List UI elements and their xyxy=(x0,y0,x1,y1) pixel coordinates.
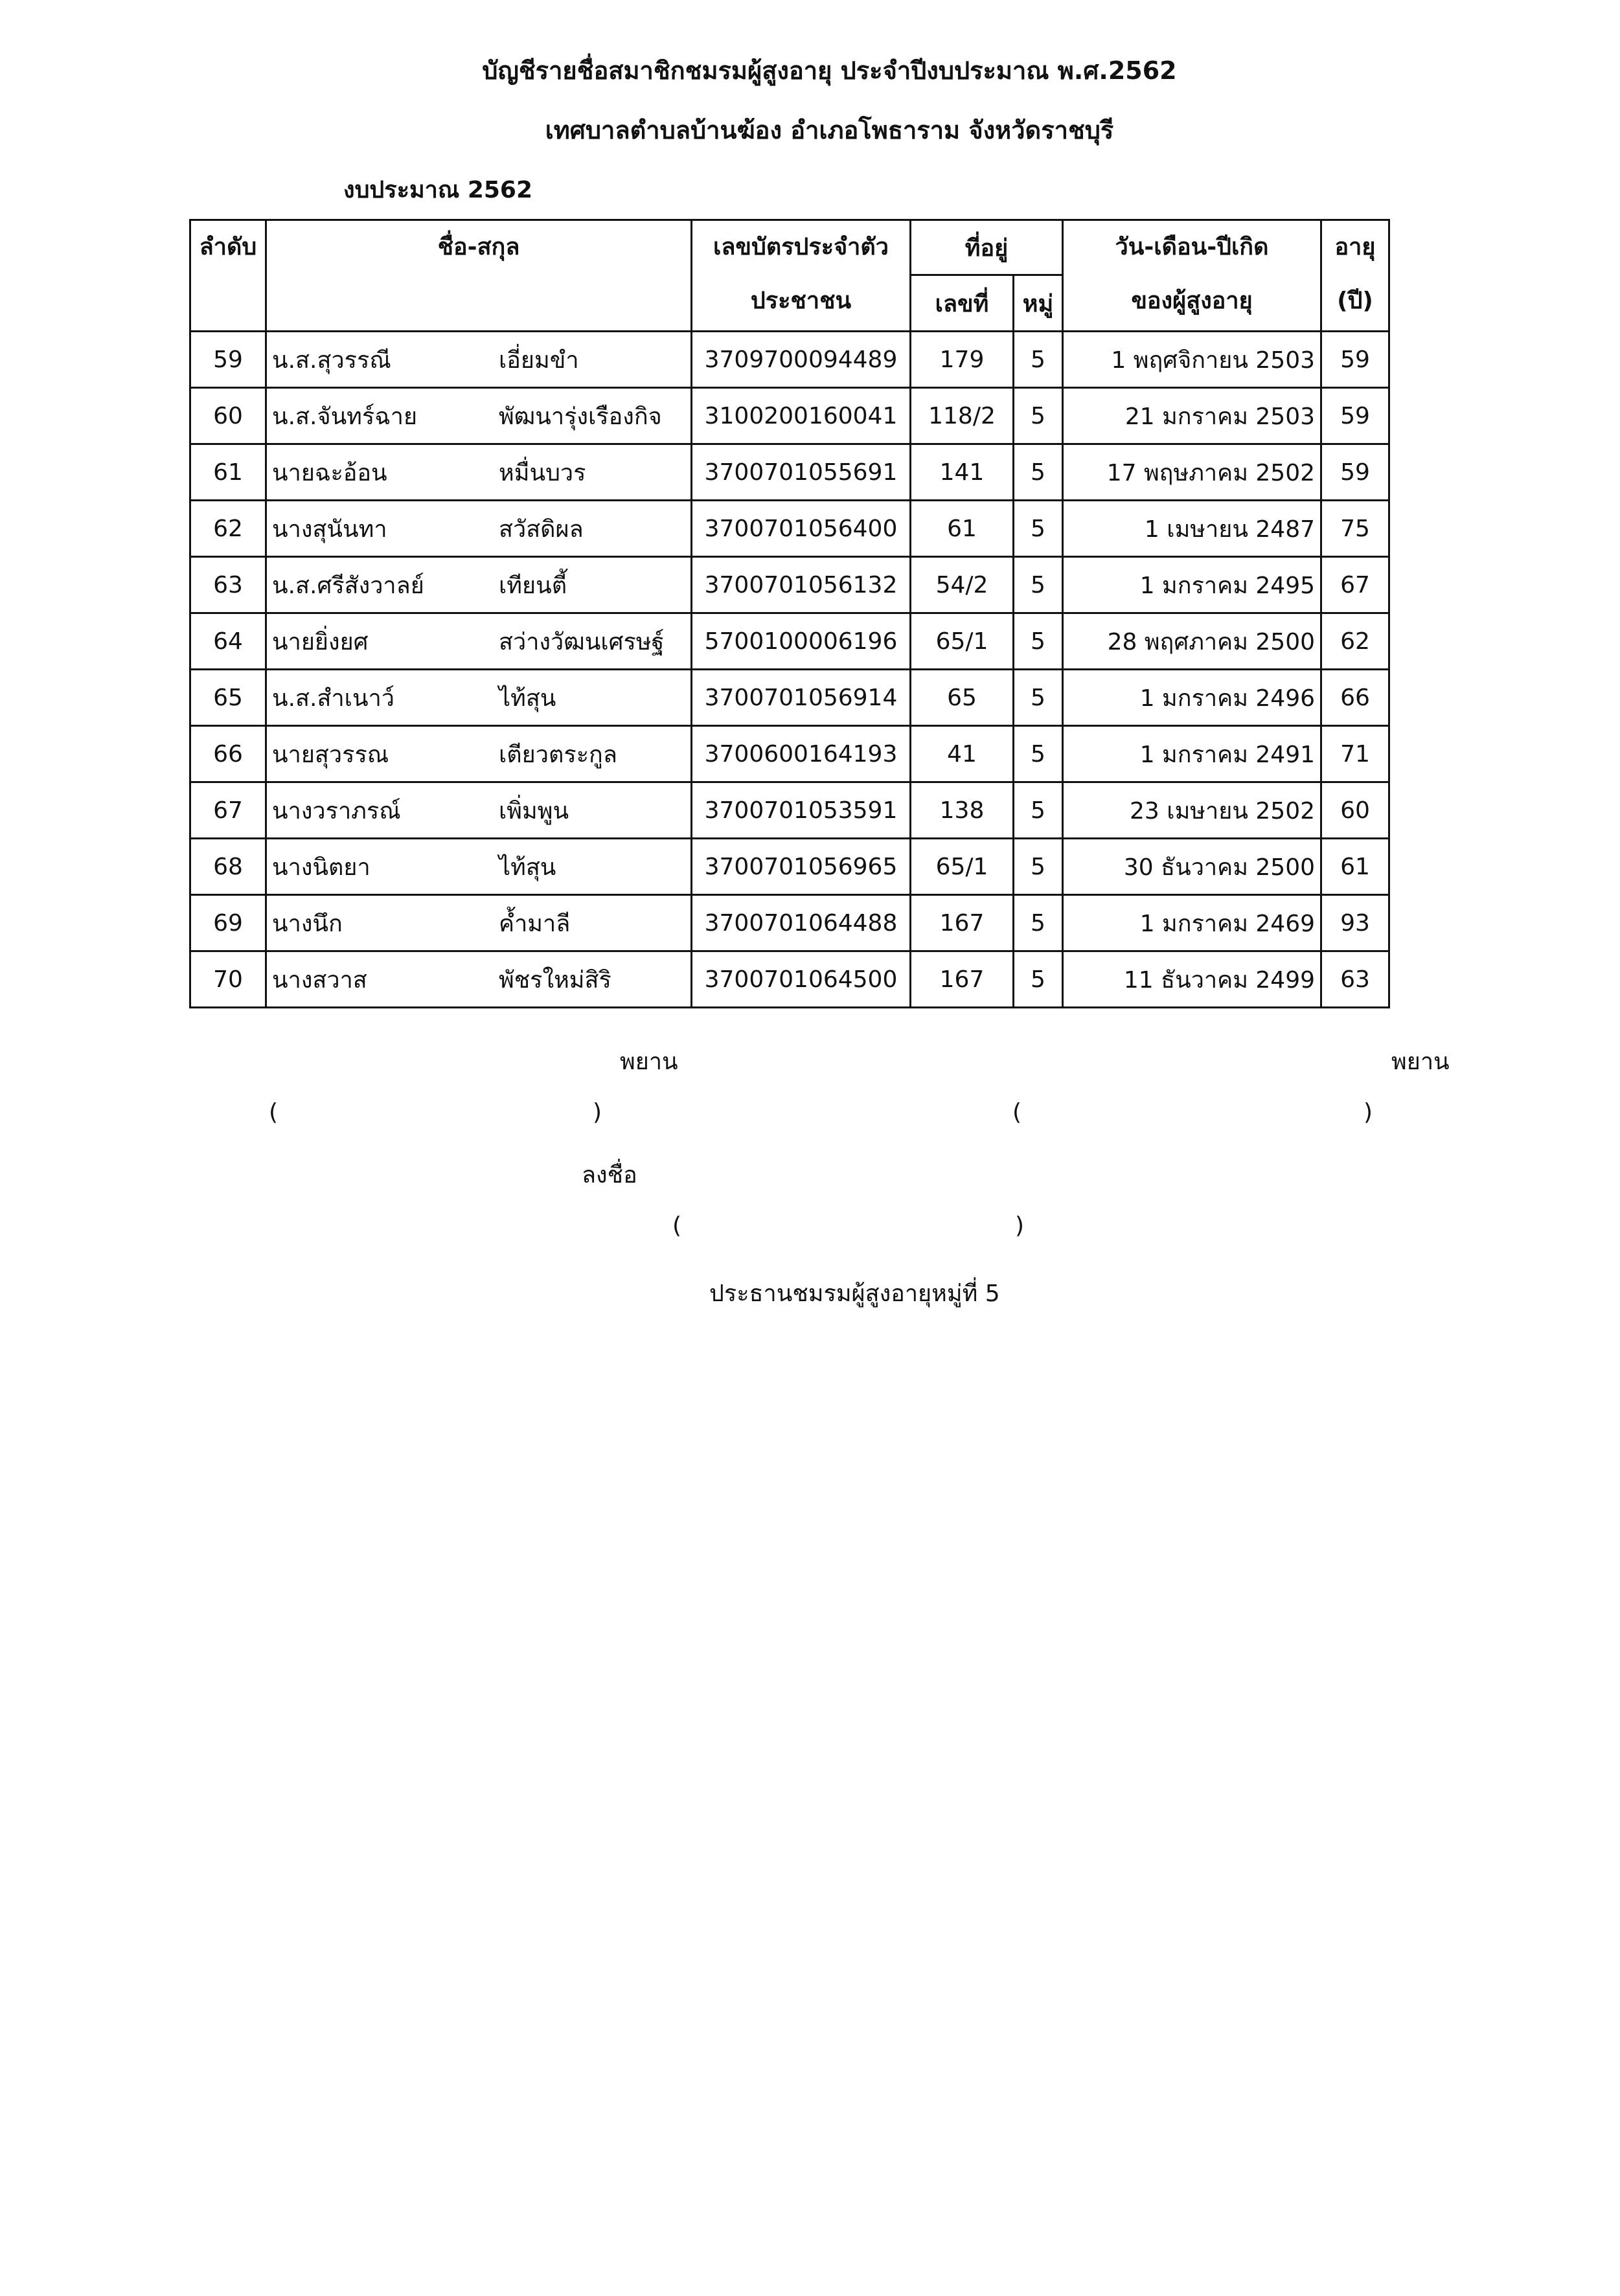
row-age: 75 xyxy=(1321,501,1389,557)
table-row xyxy=(190,501,1389,557)
row-number: 70 xyxy=(190,951,266,1008)
row-name xyxy=(266,444,692,501)
row-family-name: เทียนตี้ xyxy=(499,572,567,599)
row-name xyxy=(266,557,692,613)
header-house-no: เลขที่ xyxy=(911,275,1014,332)
row-family-name: เพิ่มพูน xyxy=(499,797,569,824)
row-house-no: 54/2 xyxy=(911,557,1014,613)
row-dob: 1 มกราคม 2491 xyxy=(1063,726,1321,782)
row-age: 59 xyxy=(1321,444,1389,501)
row-given-name: น.ส.จันทร์ฉาย xyxy=(272,403,418,430)
row-given-name: นางสุนันทา xyxy=(272,516,387,543)
row-house-no: 118/2 xyxy=(911,388,1014,444)
row-age: 67 xyxy=(1321,557,1389,613)
row-family-name: พัชรใหม่สิริ xyxy=(499,966,611,994)
row-moo: 5 xyxy=(1014,388,1063,444)
row-age: 59 xyxy=(1321,332,1389,388)
header-moo: หมู่ xyxy=(1014,275,1063,332)
row-given-name: น.ส.ศรีสังวาลย์ xyxy=(272,572,424,599)
row-id-card: 3700701064488 xyxy=(692,895,911,951)
row-house-no: 41 xyxy=(911,726,1014,782)
row-id-card: 3700701056965 xyxy=(692,839,911,895)
header-age: อายุ (ปี) xyxy=(1321,220,1389,332)
row-number: 59 xyxy=(190,332,266,388)
row-house-no: 61 xyxy=(911,501,1014,557)
row-dob: 1 มกราคม 2469 xyxy=(1063,895,1321,951)
table-row xyxy=(190,557,1389,613)
header-no: ลำดับ xyxy=(190,220,266,332)
witness-right-paren-close: ) xyxy=(1363,1099,1373,1126)
row-dob: 23 เมษายน 2502 xyxy=(1063,782,1321,839)
row-given-name: นางวราภรณ์ xyxy=(272,797,401,824)
row-age: 59 xyxy=(1321,388,1389,444)
row-number: 64 xyxy=(190,613,266,670)
row-given-name: น.ส.สุวรรณี xyxy=(272,347,391,374)
header-dob: วัน-เดือน-ปีเกิด ของผู้สูงอายุ xyxy=(1063,220,1321,332)
row-moo: 5 xyxy=(1014,670,1063,726)
row-family-name: เอี่ยมขำ xyxy=(499,347,579,374)
row-family-name: ไท้สุน xyxy=(499,854,556,881)
row-id-card: 3700701064500 xyxy=(692,951,911,1008)
row-dob: 1 มกราคม 2496 xyxy=(1063,670,1321,726)
row-moo: 5 xyxy=(1014,613,1063,670)
header-name: ชื่อ-สกุล xyxy=(266,220,692,332)
row-family-name: เตียวตระกูล xyxy=(499,741,617,768)
row-number: 61 xyxy=(190,444,266,501)
row-number: 60 xyxy=(190,388,266,444)
header-address: ที่อยู่ xyxy=(911,220,1063,275)
row-id-card: 3700600164193 xyxy=(692,726,911,782)
row-age: 60 xyxy=(1321,782,1389,839)
row-number: 66 xyxy=(190,726,266,782)
table-row xyxy=(190,670,1389,726)
row-id-card: 3700701053591 xyxy=(692,782,911,839)
row-name xyxy=(266,951,692,1008)
table-row xyxy=(190,895,1389,951)
row-age: 61 xyxy=(1321,839,1389,895)
row-moo: 5 xyxy=(1014,444,1063,501)
row-name xyxy=(266,839,692,895)
row-moo: 5 xyxy=(1014,501,1063,557)
row-moo: 5 xyxy=(1014,782,1063,839)
row-family-name: ค้ำมาลี xyxy=(499,910,571,937)
table-row xyxy=(190,613,1389,670)
row-name xyxy=(266,332,692,388)
row-id-card: 3700701056914 xyxy=(692,670,911,726)
members-table xyxy=(189,219,1390,1008)
row-house-no: 138 xyxy=(911,782,1014,839)
row-house-no: 179 xyxy=(911,332,1014,388)
row-id-card: 3700701055691 xyxy=(692,444,911,501)
chair-paren-close: ) xyxy=(1015,1212,1025,1239)
signer-label: ลงชื่อ xyxy=(582,1162,637,1188)
row-age: 93 xyxy=(1321,895,1389,951)
document-subtitle: เทศบาลตำบลบ้านฆ้อง อำเภอโพธาราม จังหวัดราชบุรี xyxy=(545,116,1114,144)
row-number: 65 xyxy=(190,670,266,726)
row-name xyxy=(266,782,692,839)
row-dob: 30 ธันวาคม 2500 xyxy=(1063,839,1321,895)
row-family-name: สว่างวัฒนเศรษฐ์ xyxy=(499,628,665,655)
witness-left-label: พยาน xyxy=(620,1049,678,1075)
chair-paren-open: ( xyxy=(672,1212,682,1239)
row-given-name: นายฉะอ้อน xyxy=(272,459,387,486)
table-row xyxy=(190,388,1389,444)
row-family-name: หมื่นบวร xyxy=(499,459,586,486)
row-name xyxy=(266,895,692,951)
table-row xyxy=(190,332,1389,388)
row-given-name: นายสุวรรณ xyxy=(272,741,389,768)
row-moo: 5 xyxy=(1014,951,1063,1008)
row-age: 63 xyxy=(1321,951,1389,1008)
row-id-card: 3700701056400 xyxy=(692,501,911,557)
row-house-no: 141 xyxy=(911,444,1014,501)
row-id-card: 3700701056132 xyxy=(692,557,911,613)
document-title: บัญชีรายชื่อสมาชิกชมรมผู้สูงอายุ ประจำปีงบประมาณ พ.ศ.2562 xyxy=(482,56,1177,85)
row-house-no: 65/1 xyxy=(911,839,1014,895)
row-moo: 5 xyxy=(1014,557,1063,613)
chair-title: ประธานชมรมผู้สูงอายุหมู่ที่ 5 xyxy=(709,1280,1000,1307)
table-row xyxy=(190,951,1389,1008)
row-given-name: นางนึก xyxy=(272,910,343,937)
row-id-card: 3709700094489 xyxy=(692,332,911,388)
row-number: 62 xyxy=(190,501,266,557)
row-family-name: สวัสดิผล xyxy=(499,516,584,543)
row-moo: 5 xyxy=(1014,726,1063,782)
row-given-name: นางสวาส xyxy=(272,966,367,994)
budget-year-label: งบประมาณ 2562 xyxy=(343,177,533,203)
witness-left-paren-open: ( xyxy=(269,1099,279,1126)
row-family-name: ไท้สุน xyxy=(499,685,556,712)
table-row xyxy=(190,444,1389,501)
row-dob: 28 พฤศภาคม 2500 xyxy=(1063,613,1321,670)
row-name xyxy=(266,501,692,557)
row-name xyxy=(266,613,692,670)
row-age: 62 xyxy=(1321,613,1389,670)
header-id-card: เลขบัตรประจำตัว ประชาชน xyxy=(692,220,911,332)
table-row xyxy=(190,782,1389,839)
row-number: 63 xyxy=(190,557,266,613)
row-id-card: 5700100006196 xyxy=(692,613,911,670)
row-age: 71 xyxy=(1321,726,1389,782)
row-number: 68 xyxy=(190,839,266,895)
row-house-no: 167 xyxy=(911,951,1014,1008)
row-dob: 17 พฤษภาคม 2502 xyxy=(1063,444,1321,501)
row-dob: 1 เมษายน 2487 xyxy=(1063,501,1321,557)
witness-right-paren-open: ( xyxy=(1012,1099,1022,1126)
row-family-name: พัฒนารุ่งเรืองกิจ xyxy=(499,403,662,430)
table-row xyxy=(190,726,1389,782)
row-house-no: 65 xyxy=(911,670,1014,726)
row-moo: 5 xyxy=(1014,895,1063,951)
row-house-no: 65/1 xyxy=(911,613,1014,670)
row-dob: 11 ธันวาคม 2499 xyxy=(1063,951,1321,1008)
witness-left-paren-close: ) xyxy=(593,1099,602,1126)
row-name xyxy=(266,726,692,782)
row-given-name: น.ส.สำเนาว์ xyxy=(272,685,394,712)
row-dob: 1 มกราคม 2495 xyxy=(1063,557,1321,613)
row-dob: 21 มกราคม 2503 xyxy=(1063,388,1321,444)
row-age: 66 xyxy=(1321,670,1389,726)
table-row xyxy=(190,839,1389,895)
row-name xyxy=(266,388,692,444)
row-name xyxy=(266,670,692,726)
row-moo: 5 xyxy=(1014,839,1063,895)
row-id-card: 3100200160041 xyxy=(692,388,911,444)
row-moo: 5 xyxy=(1014,332,1063,388)
row-dob: 1 พฤศจิกายน 2503 xyxy=(1063,332,1321,388)
row-house-no: 167 xyxy=(911,895,1014,951)
row-given-name: นางนิตยา xyxy=(272,854,371,881)
witness-right-label: พยาน xyxy=(1391,1049,1450,1075)
row-given-name: นายยิ่งยศ xyxy=(272,628,369,655)
row-number: 67 xyxy=(190,782,266,839)
row-number: 69 xyxy=(190,895,266,951)
